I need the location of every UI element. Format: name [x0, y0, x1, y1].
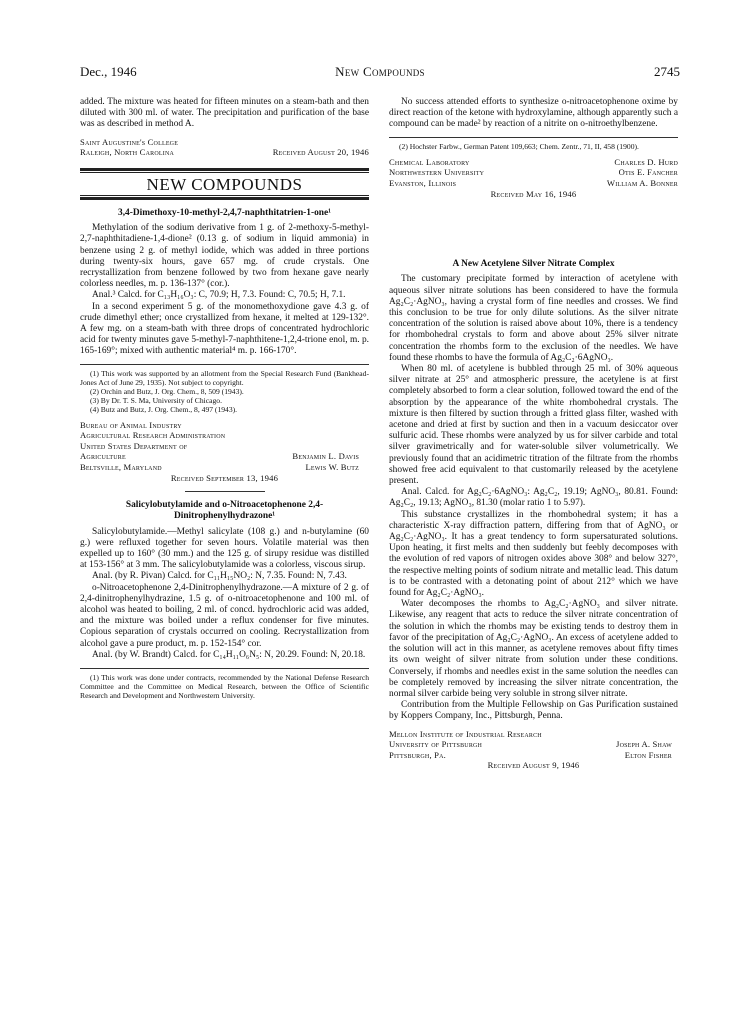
analysis-paragraph: Anal. Calcd. for Ag₂C₂·6AgNO₃: Ag₂C₂, 19.19; AgNO₃, 80.81. Found: Ag₂C₂, 19.13; AgNO₃, 81.30 (molar ratio 1 to 5.97).	[389, 487, 678, 509]
received-date: Received May 16, 1946	[490, 188, 577, 199]
received-date: Received September 13, 1946	[170, 472, 279, 483]
header-page-number: 2745	[654, 64, 680, 79]
section-banner	[80, 168, 369, 200]
affiliation-line: Beltsville, Maryland	[80, 462, 162, 473]
footnotes	[80, 673, 369, 701]
author-name: William A. Bonner	[606, 178, 678, 188]
footnotes	[389, 142, 678, 151]
footnote-rule	[80, 668, 369, 669]
paragraph: Methylation of the sodium derivative from 1 g. of 2-methoxy-5-methyl-2,7-naphthitadiene-1,4-dione² (0.13 g. of sodium in liquid ammonia) in benzene using 2 g. of methyl iodide, which was added in three portions during twenty-six hours, gave 657 mg. of crude crystals. One recrystallization from benzene followed by two from hexane gave nearly colorless needles, m. p. 136-137° (cor.).	[80, 223, 369, 290]
intro-paragraph: added. The mixture was heated for fifteen minutes on a steam-bath and then diluted with 300 ml. of water. The precipitation and purification of the base was as described in method A.	[80, 97, 369, 130]
received-date: Received August 9, 1946	[487, 760, 580, 771]
right-column	[389, 97, 678, 771]
article-title: A New Acetylene Silver Nitrate Complex	[452, 259, 615, 270]
separator-rule	[185, 491, 265, 492]
author-name: Otis E. Fancher	[618, 167, 678, 178]
affiliation-block-2	[80, 420, 369, 484]
footnote: (2) Orchin and Butz, J. Org. Chem., 8, 509 (1943).	[90, 387, 244, 397]
affiliation-line: Pittsburgh, Pa.	[389, 749, 447, 760]
paragraph: o-Nitroacetophenone 2,4-Dinitrophenylhydrazone.—A mixture of 2 g. of 2,4-dinitrophenylhydrazine, 1.5 g. of o-nitroacetophenone and 100 ml. of alcohol was heated to boiling, 2 ml. of concd. hydrochloric acid was added, and the mixture was boiled under a reflux condenser for five minutes. Copious separation of crystals occurred on cooling. Recrystallization from alcohol gave a pure product, m. p. 152-154° cor.	[80, 582, 369, 649]
paragraph: In a second experiment 5 g. of the monomethoxydione gave 4.3 g. of crude dimethyl ether; once crystallized from hexane, it melted at 129-132°. A few mg. on a steam-bath with three drops of concentrated hydrochloric acid for twenty minutes gave 5-methyl-7-naphthitene-1,2,4-trione enol, m. p. 165-169°; mixed with authentic material⁴ m. p. 166-170°.	[80, 301, 369, 357]
article-title: 3,4-Dimethoxy-10-methyl-2,4,7-naphthitatrien-1-one¹	[118, 208, 331, 218]
footnote-rule	[389, 137, 678, 138]
footnotes	[80, 369, 369, 415]
paragraph: The customary precipitate formed by interaction of acetylene with aqueous silver nitrate solutions has been considered to have the formula Ag₂C₂·AgNO₃, having a crystal form of fine needles and crosses. We find this conclusion to be true for only dilute solutions. As the silver nitrate concentration of the solution is raised above about 10%, there is a tendency for rhombohedral crystals to form and above about 25% silver nitrate concentration the rhombs form to the exclusion of the needles. We have found these rhombs to have the formula of Ag₂C₂·6AgNO₃.	[389, 274, 678, 363]
affiliation-line: Chemical Laboratory	[389, 156, 470, 167]
affiliation-block-3	[389, 157, 678, 199]
analysis-paragraph: Anal. (by W. Brandt) Calcd. for C₁₄H₁₁O₆N₅: N, 20.29. Found: N, 20.18.	[92, 649, 366, 660]
affiliation-line: Saint Augustine's College	[80, 136, 179, 147]
author-name: Elton Fisher	[624, 749, 672, 760]
footnote: (3) By Dr. T. S. Ma, University of Chicago.	[90, 396, 222, 406]
left-column	[80, 97, 369, 701]
footnote: (1) This work was supported by an allotment from the Special Research Fund (Bankhead-Jones Act of June 29, 1935). Not subject to copyright.	[80, 368, 369, 387]
affiliation-line: Mellon Institute of Industrial Research	[389, 728, 542, 739]
paragraph: No success attended efforts to synthesize o-nitroacetophenone oxime by direct reaction of the ketone with hydroxylamine, although apparently such a compound can be made² by reaction of a nitrite on o-nitroethylbenzene.	[389, 97, 678, 130]
affiliation-line: Bureau of Animal Industry	[80, 419, 182, 430]
affiliation-line: Northwestern University	[389, 167, 485, 178]
footnote: (1) This work was done under contracts, recommended by the National Defense Research Committee and the Committee on Medical Research, between the Office of Scientific Research and Development and Northwestern University.	[80, 673, 369, 701]
analysis-paragraph: Anal.³ Calcd. for C₁₃H₁₆O₃: C, 70.9; H, 7.3. Found: C, 70.5; H, 7.1.	[92, 290, 346, 301]
affiliation-block-4	[389, 729, 678, 771]
affiliation-line: Agriculture	[80, 451, 126, 462]
author-name: Benjamin L. Davis	[292, 451, 359, 462]
paragraph: This substance crystallizes in the rhombohedral system; it has a characteristic X-ray diffraction pattern, differing from that of AgNO₃ or Ag₂C₂·AgNO₃. It has a great tendency to form supersaturated solutions. Upon heating, it first melts and then suddenly but feebly decomposes with the evolution of red vapors of nitrogen oxides above 308° and below 327°, the respective melting points of sodium nitrate and metallic lead. This datum is to be contrasted with a detonating point of about 212° which we have found for Ag₂C₂·AgNO₃.	[389, 509, 678, 599]
received-date: Received August 20, 1946	[272, 147, 369, 158]
author-name: Charles D. Hurd	[614, 156, 678, 167]
footnote: (2) Hochster Farbw., German Patent 109,663; Chem. Zentr., 71, II, 458 (1900).	[399, 141, 639, 151]
affiliation-line: Evanston, Illinois	[389, 178, 457, 188]
paragraph: Water decomposes the rhombs to Ag₂C₂·AgNO₃ and silver nitrate. Likewise, any reagent that acts to reduce the silver nitrate concentration of the solution in which the rhombs may be existing tends to destroy them in favor of the precipitation of Ag₂C₂·AgNO₃. An excess of acetylene added to the solution will act in this manner, as acetylene removes about fifty times its own weight of silver nitrate from solution under these conditions. Conversely, if rhombs and needles exist in the same solution the needles can be completely removed by increasing the silver nitrate concentration, the normal silver carbide being very soluble in strong silver nitrate.	[389, 599, 678, 699]
affiliation-line: United States Department of	[80, 440, 188, 451]
author-name: Lewis W. Butz	[305, 462, 359, 473]
footnote-rule	[80, 364, 369, 365]
article-title: Salicylobutylamide and o-Nitroacetophenone 2,4-Dinitrophenylhydrazone¹	[125, 500, 324, 522]
affiliation-line: Raleigh, North Carolina	[80, 147, 175, 158]
paragraph: Contribution from the Multiple Fellowship on Gas Purification sustained by Koppers Company, Inc., Pittsburgh, Penna.	[389, 700, 678, 722]
affiliation-line: Agricultural Research Administration	[80, 430, 226, 441]
header-journal-section: New Compounds	[335, 64, 425, 79]
analysis-paragraph: Anal. (by R. Pivan) Calcd. for C₁₁H₁₅NO₂: N, 7.35. Found: N, 7.43.	[92, 571, 347, 582]
running-header	[80, 64, 680, 82]
section-title: NEW COMPOUNDS	[146, 174, 303, 194]
footnote: (4) Butz and Butz, J. Org. Chem., 8, 497 (1943).	[90, 405, 238, 415]
paragraph: Salicylobutylamide.—Methyl salicylate (108 g.) and n-butylamine (60 g.) were refluxed together for seven hours. Volatile material was then expelled up to 160° (30 mm.) and the 125 g. of sirupy residue was distilled at 153-156° at 3 mm. The salicylobutylamide was a colorless, viscous sirup.	[80, 526, 369, 571]
author-name: Joseph A. Shaw	[616, 739, 672, 750]
affiliation-block-1	[80, 137, 369, 158]
header-date: Dec., 1946	[80, 64, 137, 79]
paragraph: When 80 ml. of acetylene is bubbled through 25 ml. of 30% aqueous silver nitrate at 25° and atmospheric pressure, the acetylene is at first completely absorbed to form a clear solution, followed toward the end of the absorption by the appearance of the white rhombohedral crystals. The mixture is then filtered by suction through a fritted glass filter, washed with acetone and dried at first by suction and then in a vacuum desiccator over sulfuric acid. These rhombs were analyzed by us for silver carbide and total silver gravimetrically and for water-soluble silver volumetrically. We previously found that an acidimetric titration of the filtrate from the rhombs showed free acid equivalent to that customarily released by the acetylene present.	[389, 364, 678, 487]
affiliation-line: University of Pittsburgh	[389, 739, 483, 750]
